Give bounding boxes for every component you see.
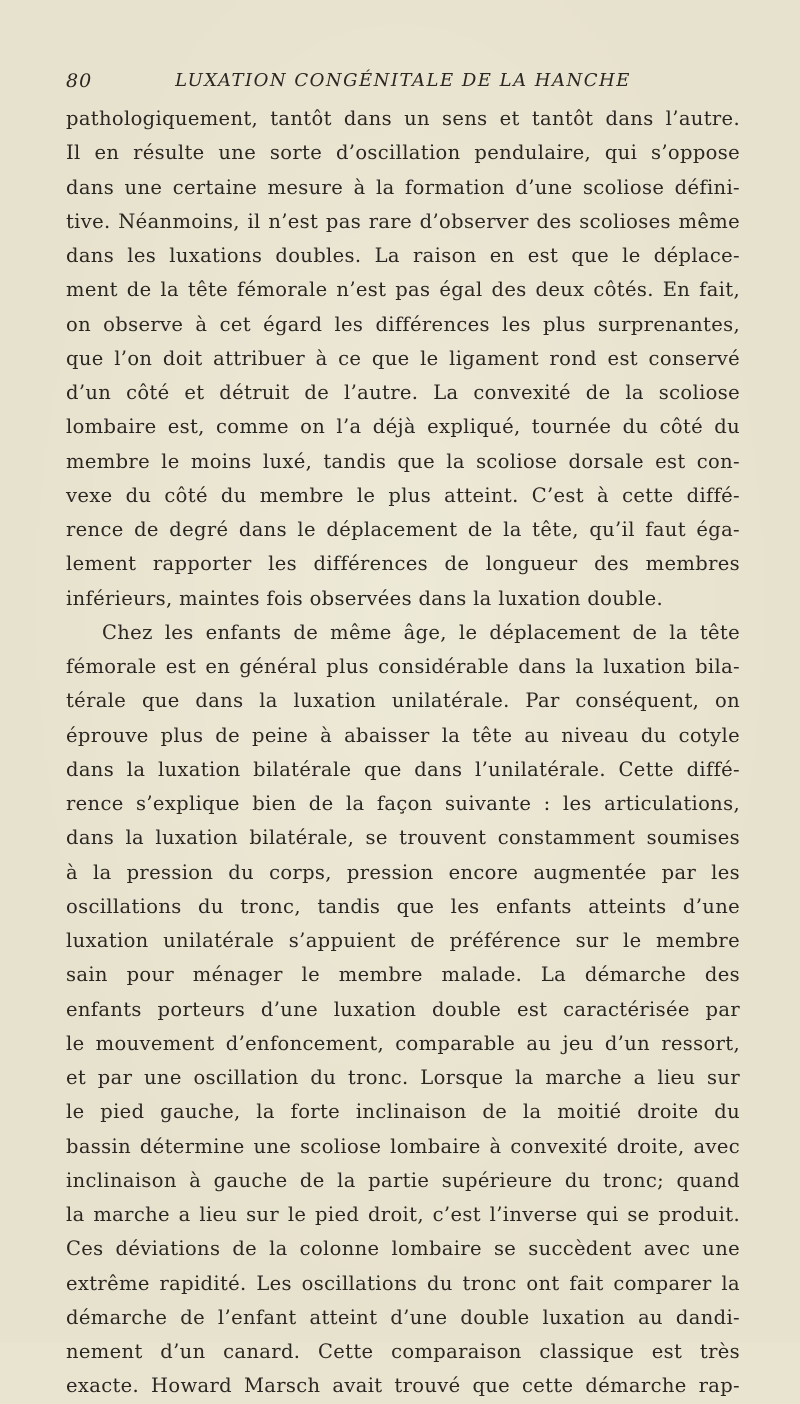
- text-line: le pied gauche, la forte inclinaison de la moitié droite du: [66, 1100, 740, 1124]
- text-line: inclinaison à gauche de la partie supérieure du tronc; quand: [66, 1168, 740, 1192]
- text-line: térale que dans la luxation unilatérale. Par conséquent, on: [66, 689, 740, 713]
- text-line: rence de degré dans le déplacement de la tête, qu’il faut éga-: [66, 518, 740, 541]
- text-line: Chez les enfants de même âge, le déplacement de la tête: [102, 620, 740, 644]
- text-line: extrême rapidité. Les oscillations du tronc ont fait comparer la: [66, 1271, 740, 1295]
- text-line: démarche de l’enfant atteint d’une double luxation au dandi-: [66, 1305, 740, 1329]
- text-line: dans une certaine mesure à la formation d’une scoliose défini-: [66, 175, 740, 199]
- text-line: ment de la tête fémorale n’est pas égal des deux côtés. En fait,: [66, 278, 740, 302]
- text-line: enfants porteurs d’une luxation double est caractérisée par: [66, 997, 740, 1021]
- text-line: sain pour ménager le membre malade. La démarche des: [66, 963, 740, 987]
- text-line: et par une oscillation du tronc. Lorsque la marche a lieu sur: [66, 1066, 740, 1089]
- text-line: vexe du côté du membre le plus atteint. C’est à cette diffé-: [66, 483, 740, 507]
- text-line: que l’on doit attribuer à ce que le ligament rond est conservé: [66, 346, 740, 370]
- text-line: nement d’un canard. Cette comparaison classique est très: [66, 1340, 740, 1363]
- text-line: Il en résulte une sorte d’oscillation pendulaire, qui s’oppose: [66, 141, 740, 165]
- running-title: LUXATION CONGÉNITALE DE LA HANCHE: [175, 70, 631, 91]
- text-line: inférieurs, maintes fois observées dans la luxation double.: [66, 586, 664, 610]
- text-line: lombaire est, comme on l’a déjà expliqué, tournée du côté du: [66, 415, 740, 439]
- text-line: la marche a lieu sur le pied droit, c’est l’inverse qui se produit.: [66, 1203, 740, 1226]
- text-line: bassin détermine une scoliose lombaire à convexité droite, avec: [66, 1134, 740, 1158]
- text-line: membre le moins luxé, tandis que la scoliose dorsale est con-: [66, 449, 740, 473]
- text-line: à la pression du corps, pression encore augmentée par les: [66, 860, 740, 884]
- page-number: 80: [66, 70, 93, 92]
- text-line: luxation unilatérale s’appuient de préférence sur le membre: [66, 929, 740, 952]
- text-line: rence s’explique bien de la façon suivante : les articulations,: [66, 792, 740, 815]
- body-text: [66, 102, 740, 1404]
- text-line: Ces déviations de la colonne lombaire se succèdent avec une: [66, 1237, 740, 1261]
- text-line: dans la luxation bilatérale que dans l’unilatérale. Cette diffé-: [66, 757, 740, 781]
- text-line: exacte. Howard Marsch avait trouvé que cette démarche rap-: [66, 1374, 740, 1398]
- text-line: tive. Néanmoins, il n’est pas rare d’observer des scolioses même: [66, 209, 740, 233]
- text-line: pathologiquement, tantôt dans un sens et tantôt dans l’autre.: [66, 107, 740, 130]
- text-line: on observe à cet égard les différences les plus surprenantes,: [66, 312, 740, 336]
- text-line: lement rapporter les différences de longueur des membres: [66, 552, 740, 576]
- text-line: éprouve plus de peine à abaisser la tête au niveau du cotyle: [66, 723, 740, 747]
- text-line: d’un côté et détruit de l’autre. La convexité de la scoliose: [66, 381, 740, 404]
- text-line: le mouvement d’enfoncement, comparable au jeu d’un ressort,: [66, 1031, 740, 1055]
- text-line: dans la luxation bilatérale, se trouvent constamment soumises: [66, 826, 740, 850]
- text-line: oscillations du tronc, tandis que les enfants atteints d’une: [66, 894, 740, 918]
- running-head: [66, 66, 740, 102]
- text-line: dans les luxations doubles. La raison en est que le déplace-: [66, 244, 740, 267]
- text-line: fémorale est en général plus considérable dans la luxation bila-: [66, 655, 740, 678]
